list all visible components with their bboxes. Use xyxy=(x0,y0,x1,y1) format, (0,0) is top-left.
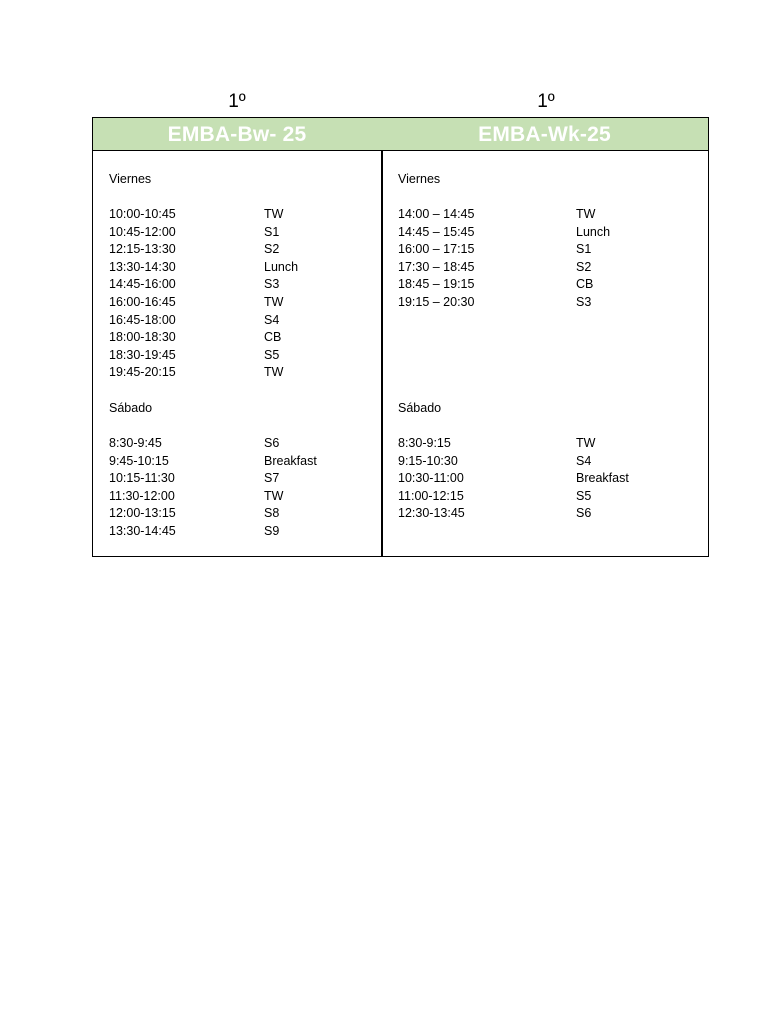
time-slot: 16:00-16:45 xyxy=(109,295,176,309)
schedule-row xyxy=(109,347,369,365)
time-slot: 12:00-13:15 xyxy=(109,506,176,521)
time-slot: 10:30-11:00 xyxy=(398,471,464,486)
time-slot: 14:45 – 15:45 xyxy=(398,224,475,239)
time-slot: 10:00-10:45 xyxy=(109,207,176,221)
column-divider xyxy=(381,151,383,556)
time-slot: 13:30-14:30 xyxy=(109,259,176,274)
time-slot: 16:00 – 17:15 xyxy=(398,242,475,257)
schedule-row xyxy=(398,488,698,506)
schedule-row xyxy=(398,206,698,224)
time-slot: 14:00 – 14:45 xyxy=(398,207,475,221)
session-name: S3 xyxy=(264,277,280,292)
session-name: S4 xyxy=(264,312,280,327)
session-name: TW xyxy=(264,207,284,221)
session-name: Lunch xyxy=(576,224,611,239)
time-slot: 17:30 – 18:45 xyxy=(398,259,475,274)
session-name: Lunch xyxy=(264,259,299,274)
day-label-friday: Viernes xyxy=(398,172,441,186)
schedule-row xyxy=(109,206,369,224)
time-slot: 19:15 – 20:30 xyxy=(398,295,475,309)
session-name: Breakfast xyxy=(576,471,629,486)
session-name: S5 xyxy=(576,488,592,503)
schedule-row xyxy=(109,241,369,259)
schedule-row xyxy=(109,523,369,541)
schedule-row xyxy=(109,312,369,330)
session-name: S8 xyxy=(264,506,280,521)
program-title-right: EMBA-Wk-25 xyxy=(478,123,611,146)
time-slot: 18:00-18:30 xyxy=(109,330,176,345)
time-slot: 9:15-10:30 xyxy=(398,453,458,468)
session-name: S6 xyxy=(264,436,280,450)
schedule-row xyxy=(109,259,369,277)
session-name: S6 xyxy=(576,506,592,521)
schedule-row xyxy=(109,224,369,242)
session-name: S4 xyxy=(576,453,592,468)
schedule-row xyxy=(109,364,369,382)
column-number-left: 1º xyxy=(228,91,246,112)
time-slot: 12:30-13:45 xyxy=(398,506,465,521)
schedule-row xyxy=(109,276,369,294)
time-slot: 10:45-12:00 xyxy=(109,224,176,239)
day-label-saturday: Sábado xyxy=(398,401,442,415)
time-slot: 11:30-12:00 xyxy=(109,488,175,503)
session-name: S3 xyxy=(576,295,592,309)
time-slot: 12:15-13:30 xyxy=(109,242,176,257)
day-label-friday: Viernes xyxy=(109,172,152,186)
time-slot: 8:30-9:45 xyxy=(109,436,162,450)
session-name: S1 xyxy=(264,224,280,239)
schedule-row xyxy=(398,224,698,242)
session-name: TW xyxy=(576,207,596,221)
session-name: TW xyxy=(264,488,284,503)
session-name: S5 xyxy=(264,347,280,362)
time-slot: 18:30-19:45 xyxy=(109,347,176,362)
session-name: Breakfast xyxy=(264,453,317,468)
header-row xyxy=(93,118,708,151)
time-slot: 16:45-18:00 xyxy=(109,312,176,327)
program-title-left: EMBA-Bw- 25 xyxy=(167,123,307,146)
schedule-row xyxy=(109,329,369,347)
schedule-row xyxy=(398,505,698,523)
schedule-row xyxy=(398,241,698,259)
session-name: CB xyxy=(576,277,594,292)
schedule-row xyxy=(109,294,369,312)
schedule-row xyxy=(398,259,698,277)
session-name: TW xyxy=(264,365,284,380)
session-name: S2 xyxy=(576,259,592,274)
time-slot: 14:45-16:00 xyxy=(109,277,176,292)
time-slot: 10:15-11:30 xyxy=(109,471,175,486)
session-name: S2 xyxy=(264,242,280,257)
schedule-row xyxy=(398,294,698,312)
schedule-row xyxy=(109,435,369,453)
session-name: TW xyxy=(264,295,284,309)
schedule-row xyxy=(398,276,698,294)
session-name: S7 xyxy=(264,471,280,486)
schedule-row xyxy=(109,453,369,471)
session-name: S1 xyxy=(576,242,592,257)
schedule-row xyxy=(109,505,369,523)
schedule-row xyxy=(398,470,698,488)
schedule-row xyxy=(109,470,369,488)
schedule-row xyxy=(398,435,698,453)
time-slot: 11:00-12:15 xyxy=(398,488,464,503)
day-label-saturday: Sábado xyxy=(109,401,153,415)
session-name: CB xyxy=(264,330,282,345)
schedule-table xyxy=(92,117,709,557)
time-slot: 9:45-10:15 xyxy=(109,453,169,468)
time-slot: 13:30-14:45 xyxy=(109,524,176,538)
schedule-row xyxy=(109,488,369,506)
time-slot: 18:45 – 19:15 xyxy=(398,277,475,292)
time-slot: 19:45-20:15 xyxy=(109,365,176,380)
session-name: TW xyxy=(576,436,596,450)
time-slot: 8:30-9:15 xyxy=(398,436,451,450)
column-number-right: 1º xyxy=(537,91,555,112)
schedule-row xyxy=(398,453,698,471)
session-name: S9 xyxy=(264,524,280,538)
